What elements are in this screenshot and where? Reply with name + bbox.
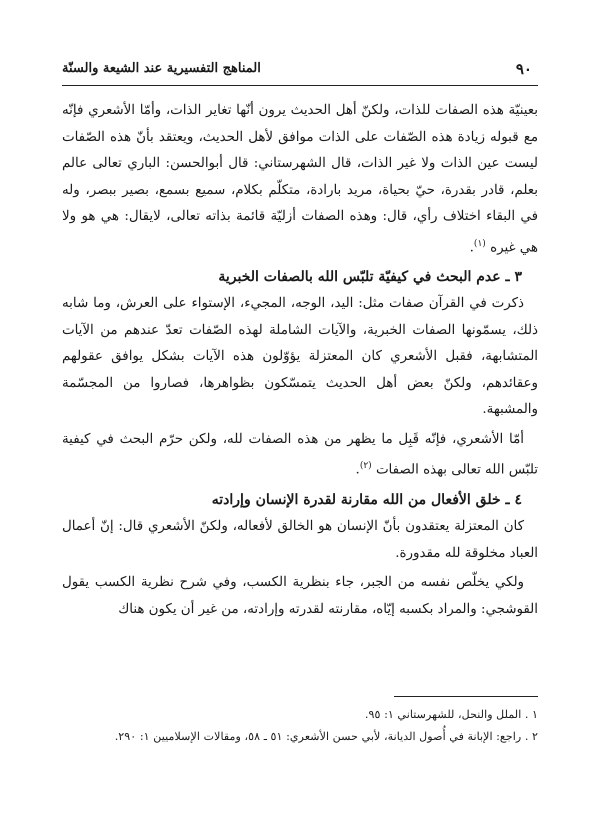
paragraph-1 [62,98,538,261]
running-title: المناهج التفسيرية عند الشيعة والسنّة [62,61,261,76]
section-heading-4: ٤ ـ خلق الأفعال من الله مقارنة لقدرة الإنسان وإرادته [211,492,522,509]
header-divider [62,85,538,86]
paragraph-3-end: . [355,462,360,478]
paragraph-1-end: . [469,239,474,255]
footnote-ref-2: (٢) [359,461,372,472]
page-number: ٩٠ [515,60,532,78]
main-text [62,98,538,626]
paragraph-3-text: أمّا الأشعري، فإنّه قَبِل ما يظهر من هذه الصفات لله، ولكن حرّم البحث في كيفية تلبّس الله تعالى بهذه الصفات [62,431,538,478]
footnote-1: ١ . الملل والنحل، للشهرستاني ١: ٩٥. [364,708,538,721]
footnotes [62,704,538,748]
paragraph-1-text: بعينيّة هذه الصفات للذات، ولكنّ أهل الحديث يرون أنّها تغاير الذات، وأمّا الأشعري فإنّه مع قبوله زيادة هذه الصّفات على الذات موافق لأهل الحديث، ويعتقد بأنّ هذه الصّفات ليست عين الذات ولا غير الذات، قال الشهرستاني: قال أبوالحسن: الباري تعالى عالم بعلم، قادر بقدرة، حيّ بحياة، مريد بارادة، متكلّم بكلام، سميع بسمع، بصير ببصر، وله في البقاء اختلاف رأي، قال: وهذه الصفات أزليّة قائمة بذاته تعالى، لايقال: هي هو ولا هي غيره [62,103,538,255]
footnote-ref-1: (١) [473,238,486,249]
footnote-divider [394,696,538,697]
footnote-2: ٢ . راجع: الإبانة في أُصول الديانة، لأبي حسن الأشعري: ٥١ ـ ٥٨، ومقالات الإسلاميين ١: ٢٩٠. [114,730,538,743]
running-header [62,60,538,82]
paragraph-5: ولكي يخلّص نفسه من الجبر، جاء بنظرية الكسب، وفي شرح نظرية الكسب يقول القوشجي: والمراد بكسبه إيّاه، مقارنته لقدرته وإرادته، من غير أن يكون هناك [62,575,538,617]
paragraph-3 [62,427,538,484]
paragraph-2: ذكرت في القرآن صفات مثل: اليد، الوجه، المجيء، الإستواء على العرش، وما شابه ذلك، يسمّونها الصفات الخبرية، والآيات الشاملة لهذه الصّفات تعدّ عندهم من الآيات المتشابهة، فقبل الأشعري كان المعتزلة يؤوّلون هذه الآيات بشكل يوافق عقولهم وعقائدهم، ولكنّ بعض أهل الحديث يتمسّكون بظواهرها، فصاروا من المجسّمة والمشبهة. [62,296,538,418]
paragraph-4: كان المعتزلة يعتقدون بأنّ الإنسان هو الخالق لأفعاله، ولكنّ الأشعري قال: إنّ أعمال العباد مخلوقة لله مقدورة. [62,519,538,561]
section-heading-3: ٣ ـ عدم البحث في كيفيّة تلبّس الله بالصفات الخبرية [218,269,522,286]
